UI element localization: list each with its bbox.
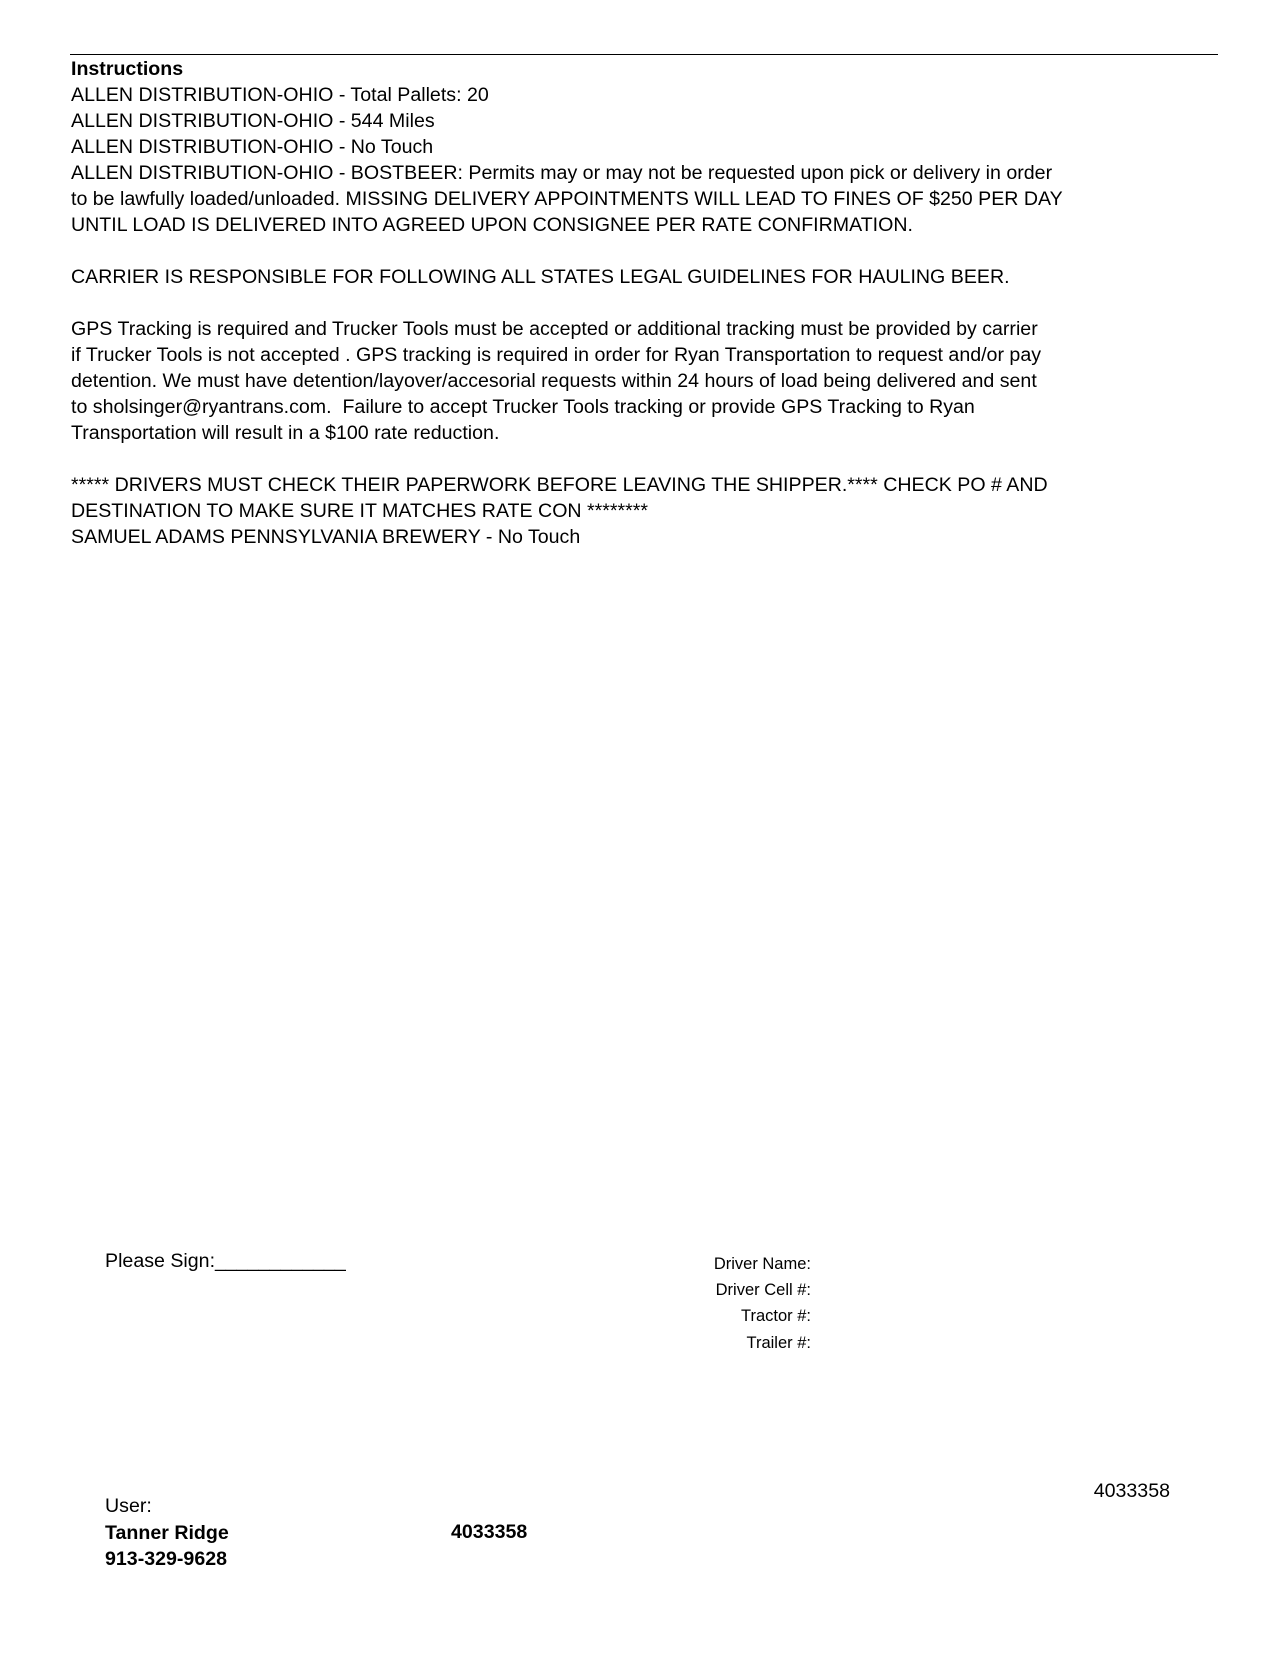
signature-line: Please Sign:____________ xyxy=(105,1250,346,1272)
user-block xyxy=(105,1493,229,1573)
instruction-line: to sholsinger@ryantrans.com. Failure to accept Trucker Tools tracking or provide GPS Tracking to Ryan xyxy=(71,396,975,418)
driver-name-label: Driver Name: xyxy=(713,1255,811,1273)
instruction-line: UNTIL LOAD IS DELIVERED INTO AGREED UPON CONSIGNEE PER RATE CONFIRMATION. xyxy=(71,214,913,236)
load-number: 4033358 xyxy=(1093,1480,1170,1502)
driver-fields xyxy=(640,1251,811,1356)
instruction-line: to be lawfully loaded/unloaded. MISSING DELIVERY APPOINTMENTS WILL LEAD TO FINES OF $250 PER DAY xyxy=(71,188,1063,210)
instruction-line: DESTINATION TO MAKE SURE IT MATCHES RATE CON ******** xyxy=(71,500,649,522)
instruction-line: ALLEN DISTRIBUTION-OHIO - BOSTBEER: Permits may or may not be requested upon pick or delivery in order xyxy=(71,162,1053,184)
user-label: User: xyxy=(105,1495,152,1517)
instruction-line: ALLEN DISTRIBUTION-OHIO - No Touch xyxy=(71,136,434,158)
tractor-label: Tractor #: xyxy=(741,1307,811,1326)
user-phone: 913-329-9628 xyxy=(105,1548,228,1570)
instruction-line: CARRIER IS RESPONSIBLE FOR FOLLOWING ALL STATES LEGAL GUIDELINES FOR HAULING BEER. xyxy=(71,266,1010,288)
instruction-line: detention. We must have detention/layover/accesorial requests within 24 hours of load being delivered and sent xyxy=(71,370,1037,392)
instruction-spacer xyxy=(71,238,1221,264)
instruction-line: ALLEN DISTRIBUTION-OHIO - 544 Miles xyxy=(71,110,435,132)
instructions-heading: Instructions xyxy=(71,58,184,80)
instruction-line: Transportation will result in a $100 rate reduction. xyxy=(71,422,500,444)
instruction-line: SAMUEL ADAMS PENNSYLVANIA BREWERY - No Touch xyxy=(71,526,581,548)
instruction-line: ALLEN DISTRIBUTION-OHIO - Total Pallets: 20 xyxy=(71,84,489,106)
instruction-line: if Trucker Tools is not accepted . GPS tracking is required in order for Ryan Transportation to request and/or pay xyxy=(71,344,1042,366)
instruction-line: GPS Tracking is required and Trucker Tools must be accepted or additional tracking must be provided by carrier xyxy=(71,318,1038,340)
instruction-spacer xyxy=(71,290,1221,316)
trailer-label: Trailer #: xyxy=(746,1333,811,1352)
instruction-line: ***** DRIVERS MUST CHECK THEIR PAPERWORK BEFORE LEAVING THE SHIPPER.**** CHECK PO # AND xyxy=(71,474,1048,496)
instruction-spacer xyxy=(71,446,1221,472)
top-rule xyxy=(70,54,1218,55)
driver-cell-label: Driver Cell #: xyxy=(715,1281,811,1300)
instructions-section xyxy=(71,56,1221,550)
user-name: Tanner Ridge xyxy=(105,1521,229,1544)
user-load-number: 4033358 xyxy=(451,1521,528,1543)
